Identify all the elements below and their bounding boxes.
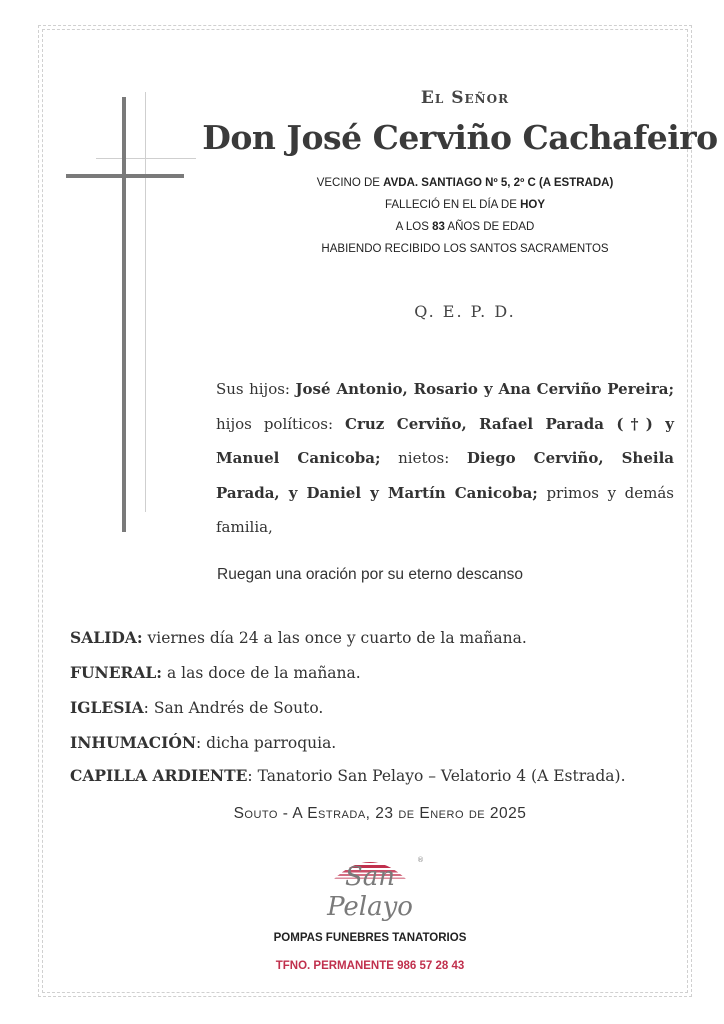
logo-text: San Pelayo xyxy=(327,862,413,922)
cross-shadow-vertical xyxy=(145,92,146,512)
info-capilla: CAPILLA ARDIENTE: Tanatorio San Pelayo – Velatorio 4 (A Estrada). xyxy=(70,766,626,785)
info-funeral: FUNERAL: a las doce de la mañana. xyxy=(70,663,361,682)
family-paragraph: Sus hijos: José Antonio, Rosario y Ana Cerviño Pereira; hijos políticos: Cruz Cerviño, Rafael Parada (†) y Manuel Canicoba; nietos: Diego Cerviño, Sheila Parada, y Daniel y Martín Canicoba; primos y demás familia, xyxy=(216,380,674,536)
cross-vertical xyxy=(122,97,126,532)
tagline: POMPAS FUNEBRES TANATORIOS xyxy=(273,932,467,944)
cross-horizontal xyxy=(66,174,184,178)
info-iglesia: IGLESIA: San Andrés de Souto. xyxy=(70,698,324,717)
place-date: Souto - A Estrada, 23 de Enero de 2025 xyxy=(233,805,527,822)
cross-shadow-horizontal xyxy=(96,158,196,159)
info-inhumacion: INHUMACIÓN: dicha parroquia. xyxy=(70,733,337,752)
prayer-line: Ruegan una oración por su eterno descanso xyxy=(217,566,523,583)
phone-number: TFNO. PERMANENTE 986 57 28 43 xyxy=(275,960,465,972)
deceased-name: Don José Cerviño Cachafeiro xyxy=(202,118,718,157)
sacraments-line: HABIENDO RECIBIDO LOS SANTOS SACRAMENTOS xyxy=(321,243,609,255)
qepd: Q. E. P. D. xyxy=(414,302,516,321)
residence-line: VECINO DE AVDA. SANTIAGO Nº 5, 2º C (A ESTRADA) xyxy=(316,177,614,189)
age-line: A LOS 83 AÑOS DE EDAD xyxy=(395,221,535,233)
registered-mark: ® xyxy=(417,856,424,864)
info-salida: SALIDA: viernes día 24 a las once y cuarto de la mañana. xyxy=(70,628,527,647)
title-prefix: El Señor xyxy=(420,88,510,108)
death-day-line: FALLECIÓ EN EL DÍA DE HOY xyxy=(385,199,545,211)
